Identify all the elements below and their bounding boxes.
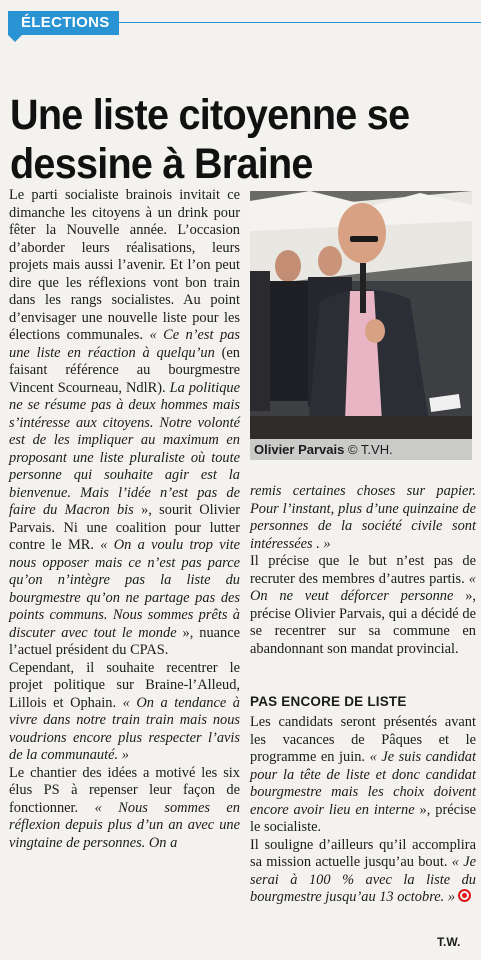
quote-text: remis certaines choses sur papier. Pour l’instant, plus d’une quinzaine de personnes de la société civile sont intéressées . » xyxy=(250,483,476,552)
paragraph-text: », nuance l’actuel président du CPAS. xyxy=(9,624,240,658)
paragraph-text: Cependant, il souhaite recentrer le projet politique sur Braine-l’Alleud, Lillois et Ophain. xyxy=(9,659,240,711)
paragraph-text: Le chantier des idées a motivé les six élus PS à repenser leur façon de fonctionner. xyxy=(9,764,240,816)
quote-text: « On a voulu trop vite nous opposer mais ce n’est pas parce qu’on n’intègre pas la liste du bourgmestre qu’on ne partage pas des points communs. Nous sommes prêts à discuter avec tout le monde xyxy=(9,537,240,641)
paragraph-text: », précise Olivier Parvais, qui a décidé de se recentrer sur sa commune en abandonnant son mandat provincial. xyxy=(250,588,476,657)
article-photo xyxy=(250,191,472,460)
paragraph xyxy=(9,187,240,660)
photo-caption xyxy=(250,439,472,460)
paragraph xyxy=(250,483,476,553)
author-initials: T.W. xyxy=(437,935,461,949)
paragraph xyxy=(250,553,476,658)
quote-text: « On ne veut déforcer personne xyxy=(250,570,476,604)
section-tag-pointer xyxy=(8,35,22,42)
section-subheading: PAS ENCORE DE LISTE xyxy=(250,694,407,709)
quote-text: « Je suis candidat pour la tête de liste et donc candidat bourgmestre mais les choix doivent encore avoir lieu en interne xyxy=(250,749,476,818)
paragraph-text: Les candidats seront présentés avant les vacances de Pâques et le programme en juin. xyxy=(250,714,476,765)
paragraph-text: Il souligne d’ailleurs qu’il accomplira sa mission actuelle jusqu’au bout. xyxy=(250,836,476,870)
paragraph-text: (en faisant référence au bourgmestre Vincent Scourneau, NdlR). xyxy=(9,344,240,396)
quote-text: La politique ne se résume pas à deux hommes mais s’intéresse aux citoyens. Notre volonté est de les impliquer au maximum en proposant une liste pluraliste où toute personne qui souhaite agir est la bienvenue. Mais l’idée n’est pas de faire du Macron bis xyxy=(9,379,240,518)
paragraph xyxy=(9,765,240,853)
article-column-2-bottom xyxy=(250,714,476,907)
quote-text: « Je serai à 100 % avec la liste du bourgmestre jusqu’au 13 octobre. » xyxy=(250,854,476,905)
quote-text: « On a tendance à vivre dans notre train train mais nous voudrions encore plus respecter l’avis de la communauté. » xyxy=(9,694,240,763)
paragraph xyxy=(250,837,476,907)
section-tag: ÉLECTIONS xyxy=(8,11,119,35)
paragraph-text: », précise le socialiste. xyxy=(250,801,476,835)
quote-text: « Nous sommes en réflexion depuis plus d’un an avec une vingtaine de personnes. On a xyxy=(9,799,241,851)
article-end-icon xyxy=(458,889,471,902)
caption-credit: © T.VH. xyxy=(344,442,393,457)
article-column-1 xyxy=(9,187,240,852)
quote-text: « Ce n’est pas une liste en réaction à quelqu’un xyxy=(9,327,240,361)
caption-name: Olivier Parvais xyxy=(254,442,345,457)
paragraph xyxy=(9,660,240,765)
article-column-2-top xyxy=(250,483,476,658)
photo-illustration xyxy=(250,191,472,460)
section-rule xyxy=(118,22,481,23)
article-headline: Une liste citoyenne se dessine à Braine xyxy=(10,90,410,188)
paragraph-text: », sourit Olivier Parvais. Ni une coalition pour lutter contre le MR. xyxy=(9,502,240,553)
paragraph-text: Il précise que le but n’est pas de recruter des membres d’autres partis. xyxy=(250,553,476,587)
paragraph xyxy=(250,714,476,837)
paragraph-text: Le parti socialiste brainois invitait ce dimanche les citoyens à un drink pour fêter la Nouvelle année. L’occasion d’aborder leurs réalisations, leurs projets mais aussi l’avenir. Et l’on peut dire que les réflexions vont bon train dans les rangs socialistes. Au point d’envisager une nouvelle liste pour les élections communales. xyxy=(9,187,240,343)
